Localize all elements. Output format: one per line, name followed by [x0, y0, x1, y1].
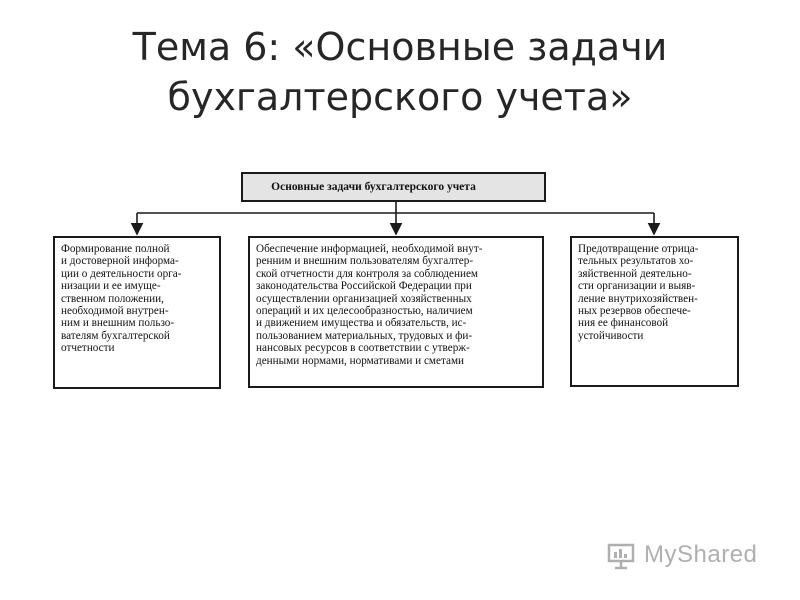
presentation-board-icon	[606, 540, 636, 570]
watermark-text: MyShared	[644, 541, 758, 568]
task-box-3: Предотвращение отрица- тельных результатов хо- зяйственной деятельно- сти организации и выяв- ление внутрихозяйствен- ных резервов обеспече- ния ее финансовой устойчивости	[570, 236, 739, 387]
title-line-1: Тема 6: «Основные задачи	[132, 25, 668, 69]
watermark	[606, 539, 757, 571]
root-node-box: Основные задачи бухгалтерского учета	[241, 172, 546, 202]
title-line-2: бухгалтерского учета»	[167, 75, 633, 119]
task-box-2: Обеспечение информацией, необходимой внут- ренним и внешним пользователям бухгалтер- ской отчетности для контроля за соблюдением законодательства Российской Федерации при осуществлении организацией хозяйственных операций и их целесообразностью, наличием и движением имущества и обязательств, ис- пользованием материальных, трудовых и фи- нансовых ресурсов в соответствии с утверж- денными нормами, нормативами и сметами	[248, 236, 544, 388]
task-box-1: Формирование полной и достоверной информа- ции о деятельности орга- низации и ее имуще- ственном положении, необходимой внутрен- ним и внешним пользо- вателям бухгалтерской отчетности	[53, 236, 221, 389]
